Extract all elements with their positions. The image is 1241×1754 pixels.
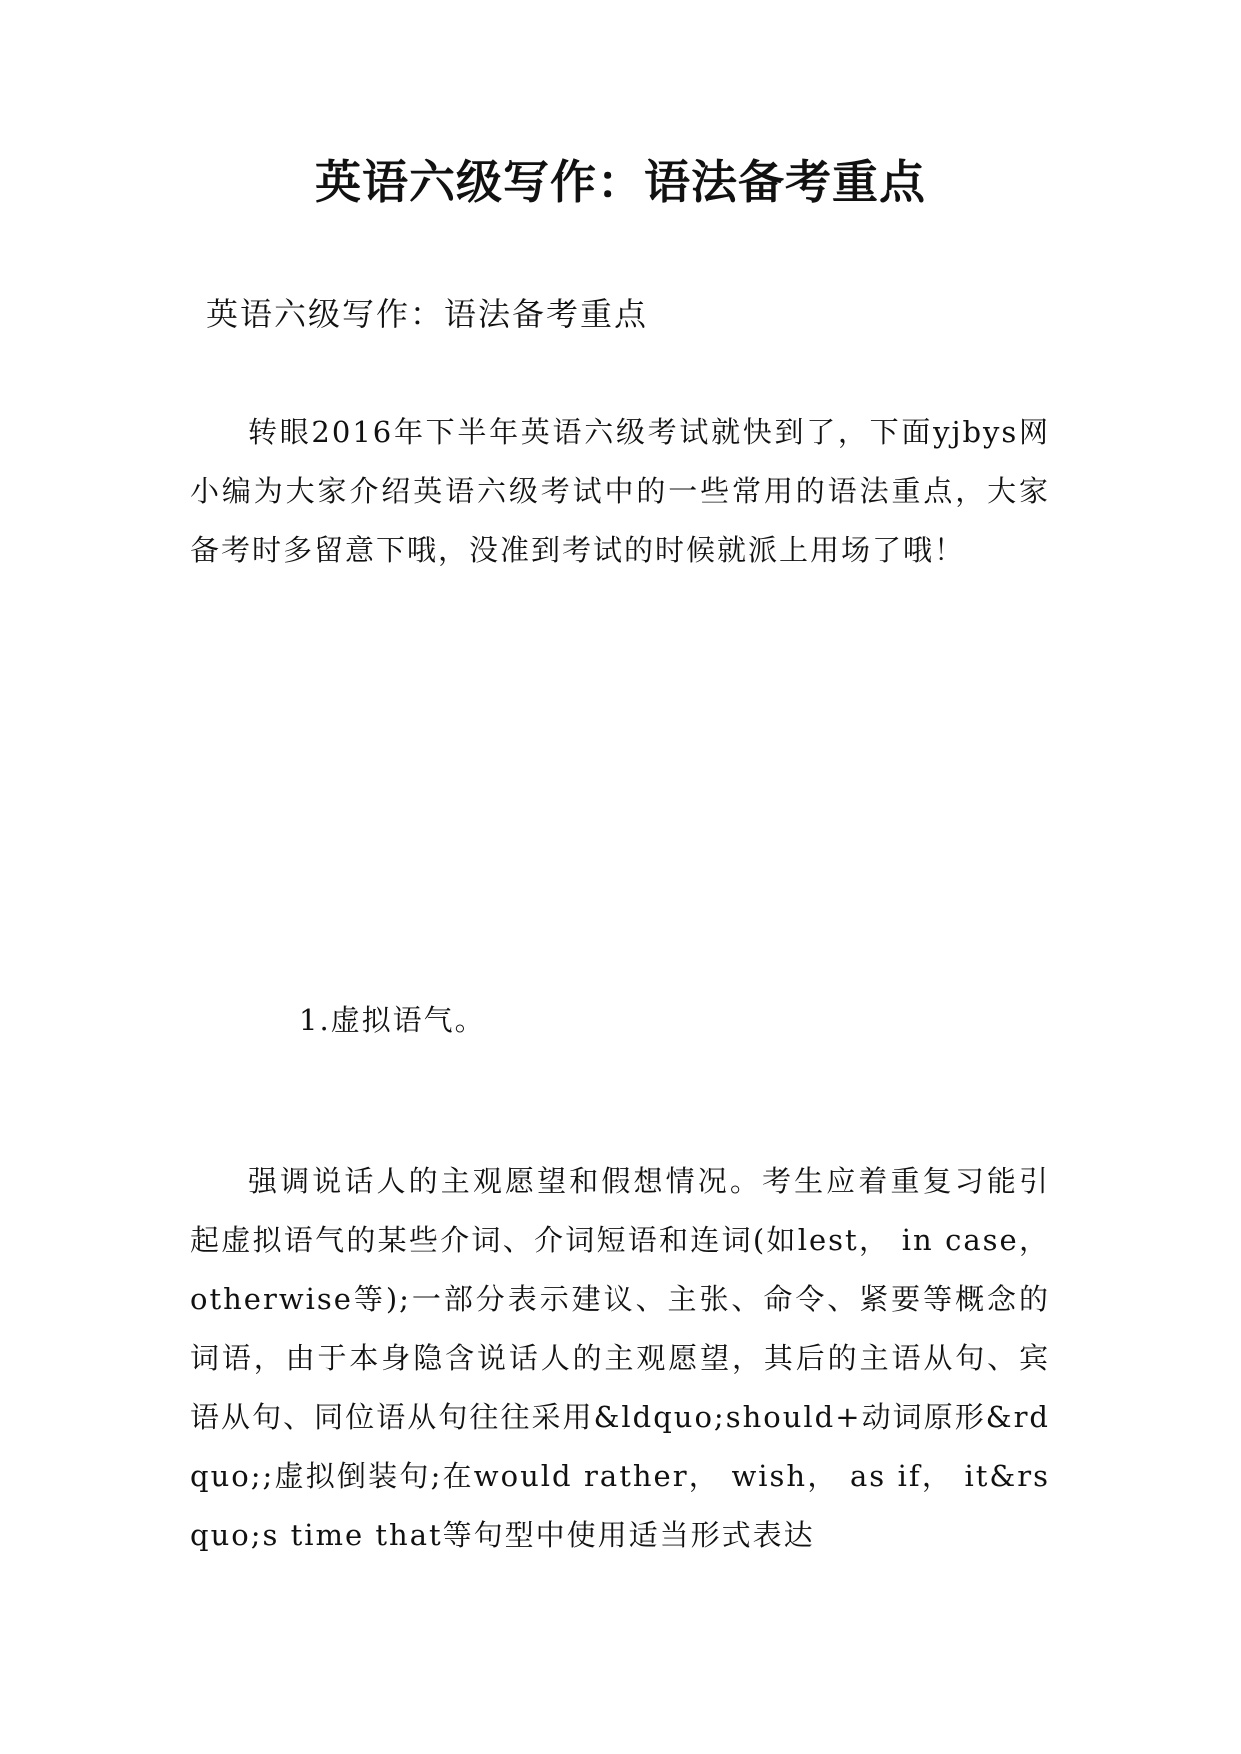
section-heading: 1.虚拟语气。 — [299, 1003, 486, 1037]
document-title: 英语六级写作：语法备考重点 — [315, 155, 926, 209]
body-paragraph: 强调说话人的主观愿望和假想情况。考生应着重复习能引起虚拟语气的某些介词、介词短语和连词(如lest， in case， otherwise等);一部分表示建议、主张、命令、紧要等概念的词语，由于本身隐含说话人的主观愿望，其后的主语从句、宾语从句、同位语从句往往采用&ldquo;should+动词原形&rdquo;;虚拟倒装句;在would rather， wish， as if， it&rsquo;s time that等句型中使用适当形式表达 — [190, 1164, 1050, 1552]
document-subtitle: 英语六级写作：语法备考重点 — [206, 295, 649, 333]
intro-paragraph: 转眼2016年下半年英语六级考试就快到了，下面yjbys网小编为大家介绍英语六级考试中的一些常用的语法重点，大家备考时多留意下哦，没准到考试的时候就派上用场了哦！ — [190, 415, 1050, 567]
